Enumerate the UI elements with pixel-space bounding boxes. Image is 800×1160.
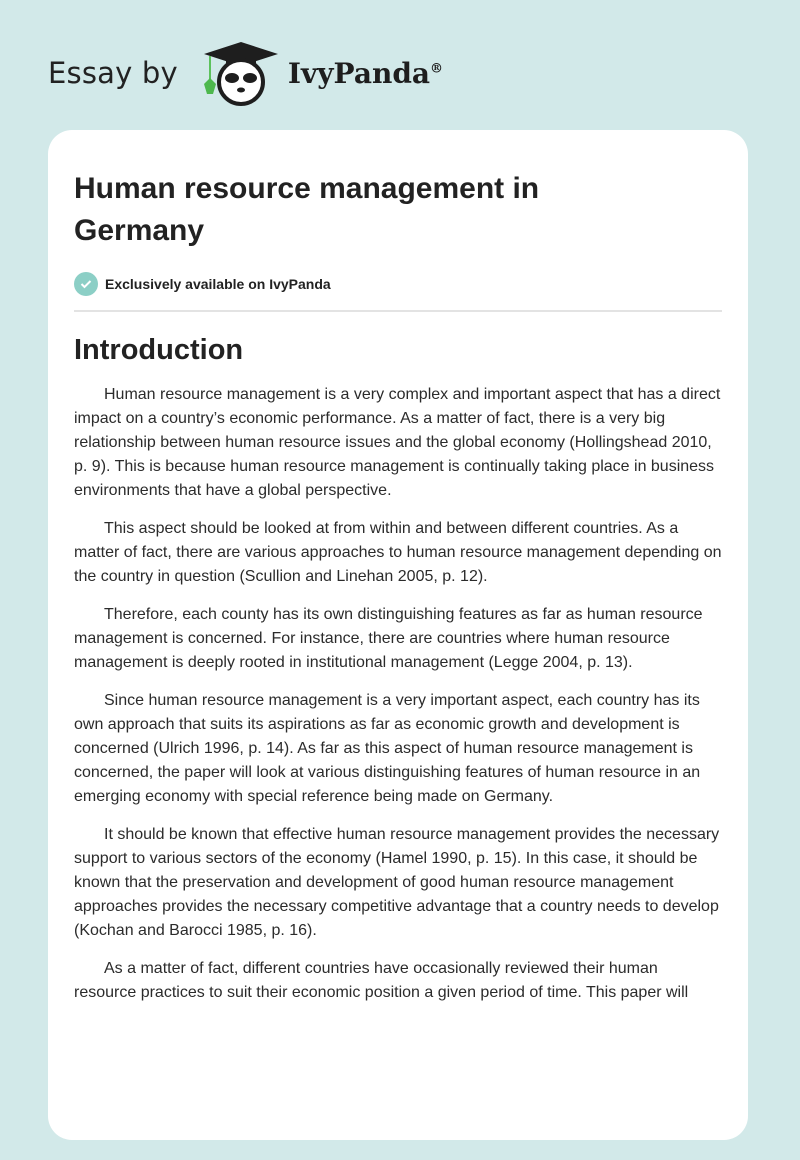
exclusive-badge-label: Exclusively available on IvyPanda [105,276,331,292]
ivypanda-logo-icon[interactable] [196,38,286,108]
divider [74,310,722,312]
brand-name [288,57,443,90]
paragraph: Therefore, each county has its own distinguishing features as far as human resource management is concerned. For instance, there are countries where human resource management is deeply rooted in institutional management (Legge 2004, p. 13). [74,606,703,671]
paragraph: Human resource management is a very complex and important aspect that has a direct impact on a country’s economic performance. As a matter of fact, there is a very big relationship between human resource issues and the global economy (Hollingshead 2010, p. 9). This is because human resource management is continually taking place in business environments that have a global perspective. [74,386,721,499]
check-icon [74,272,98,296]
essay-by-label: Essay by [48,56,178,90]
paragraph: This aspect should be looked at from within and between different countries. As a matter of fact, there are various approaches to human resource management depending on the country in question (Scullion and Linehan 2005, p. 12). [74,520,722,585]
brand-text: IvyPanda [287,56,431,90]
paragraph: It should be known that effective human resource management provides the necessary support to various sectors of the economy (Hamel 1990, p. 15). In this case, it should be known that the preservation and development of good human resource management approaches provides the necessary competitive advantage that a country needs to develop (Kochan and Barocci 1985, p. 16). [74,826,720,939]
site-header [48,38,443,108]
essay-card [48,130,748,1140]
essay-title: Human resource management in Germany [74,172,540,247]
paragraph: As a matter of fact, different countries have occasionally reviewed their human resource practices to suit their economic position a given period of time. This paper will [74,960,689,1001]
registered-mark: ® [430,61,444,77]
section-heading: Introduction [74,334,244,366]
exclusive-badge [74,272,722,296]
paragraph: Since human resource management is a very important aspect, each country has its own approach that suits its aspirations as far as economic growth and development is concerned (Ulrich 1996, p. 14). As far as this aspect of human resource management is concerned, the paper will look at various distinguishing features of human resource in an emerging economy with special reference being made on Germany. [74,692,701,805]
